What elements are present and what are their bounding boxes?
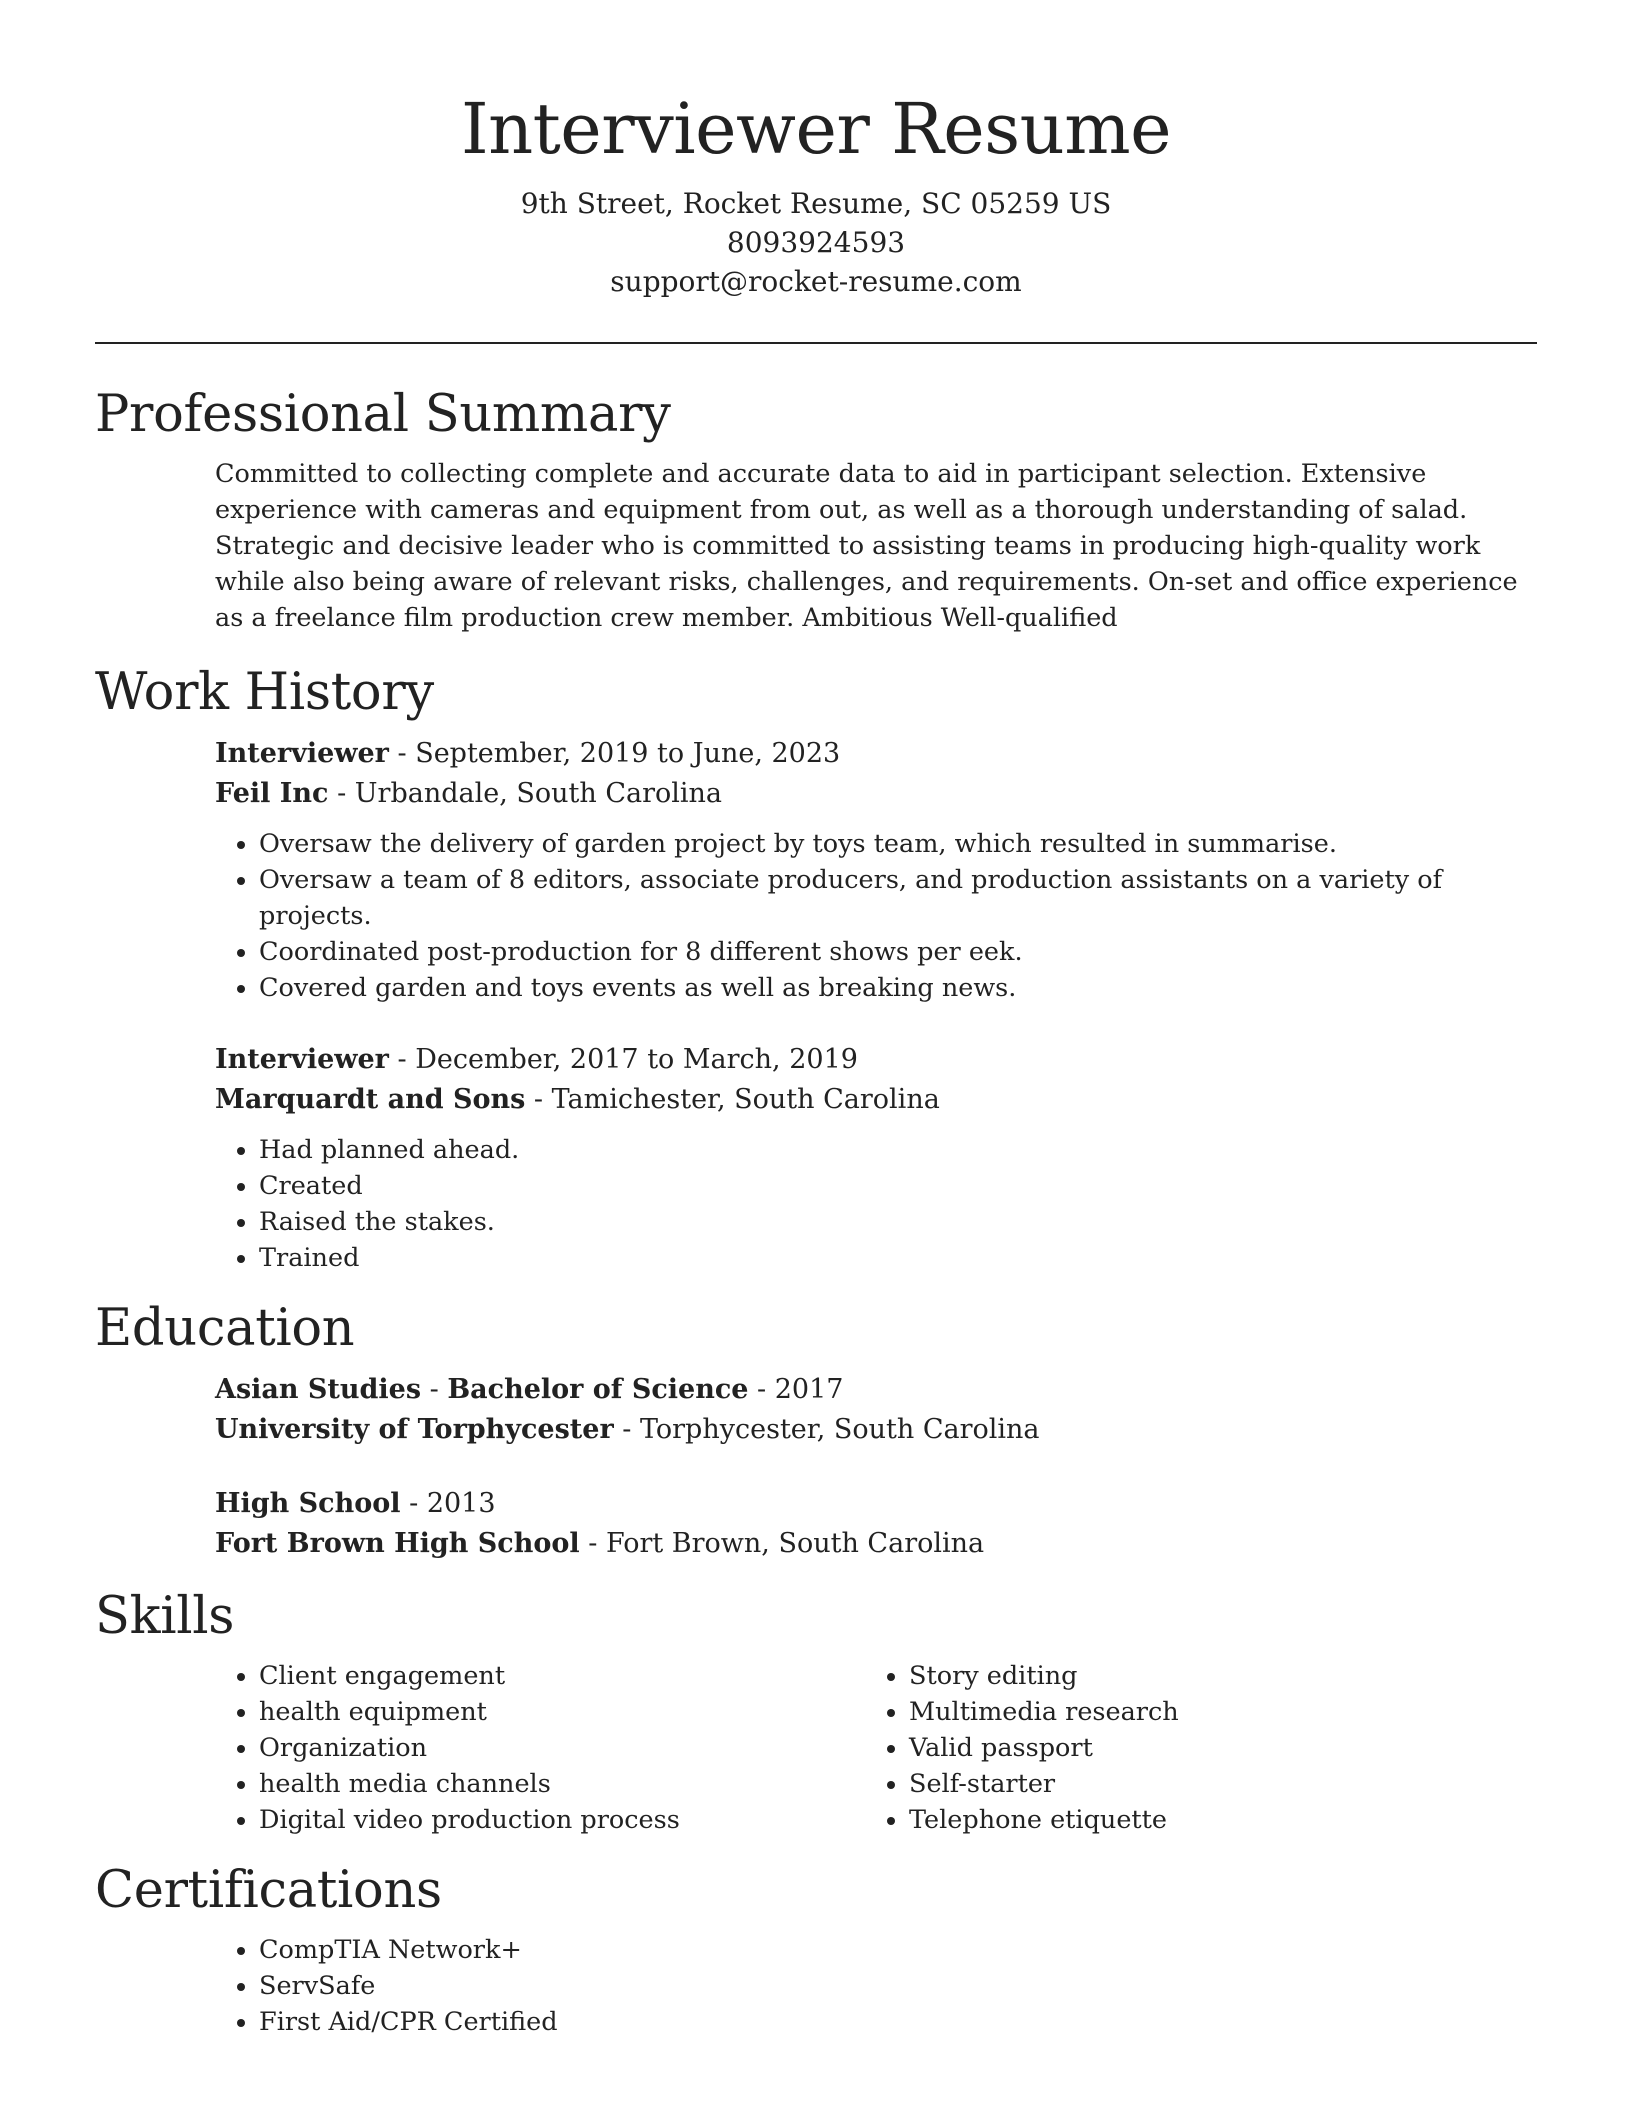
degree-line xyxy=(215,1370,1537,1410)
job-bullet: • Covered garden and toys events as well as breaking news. xyxy=(259,970,1537,1006)
skill-item: • Self-starter xyxy=(909,1766,1515,1802)
skill-item: • Telephone etiquette xyxy=(909,1802,1515,1838)
job-bullet: • Raised the stakes. xyxy=(259,1204,1537,1240)
skills-list xyxy=(865,1658,1515,1838)
work-history-section xyxy=(95,658,1537,1276)
job-bullet: • Oversaw a team of 8 editors, associate producers, and production assistants on a variety of projects. xyxy=(259,862,1537,934)
skill-item: • Multimedia research xyxy=(909,1694,1515,1730)
skill-item: • Client engagement xyxy=(259,1658,865,1694)
skills-column-left xyxy=(215,1658,865,1838)
school-line xyxy=(215,1410,1537,1450)
degree: High School xyxy=(215,1488,401,1519)
skills-columns xyxy=(215,1658,1537,1838)
separator: - xyxy=(388,738,416,769)
education-section xyxy=(95,1294,1537,1564)
separator: - xyxy=(748,1374,775,1405)
education-entry xyxy=(215,1370,1537,1450)
school-line xyxy=(215,1524,1537,1564)
job-entry xyxy=(215,1040,1537,1276)
degree-line xyxy=(215,1484,1537,1524)
section-heading-skills: Skills xyxy=(95,1587,235,1646)
job-title-line xyxy=(215,734,1537,774)
skill-item: • health media channels xyxy=(259,1766,865,1802)
summary-section xyxy=(95,380,1537,636)
separator: - xyxy=(579,1528,606,1559)
job-dates: September, 2019 to June, 2023 xyxy=(415,738,841,769)
job-company: Marquardt and Sons xyxy=(215,1084,526,1115)
summary-text: Committed to collecting complete and accurate data to aid in participant selection. Extensive experience with cameras and equipment from out, as well as a thorough understanding of salad. Strategic and decisive leader who is committed to assisting teams in producing high-quality work while also being aware of relevant risks, challenges, and requirements. On-set and office experience as a freelance film production crew member. Ambitious Well-qualified xyxy=(215,459,1518,633)
separator: - xyxy=(400,1488,427,1519)
job-location: Tamichester, South Carolina xyxy=(551,1084,940,1115)
header-divider xyxy=(95,342,1537,344)
certifications-section xyxy=(95,1856,1537,2040)
separator: - xyxy=(525,1084,552,1115)
email-text: support@rocket-resume.com xyxy=(610,265,1022,298)
separator: - xyxy=(613,1414,640,1445)
job-bullet: • Had planned ahead. xyxy=(259,1132,1537,1168)
job-bullet-list xyxy=(215,826,1537,1006)
job-bullet-list xyxy=(215,1132,1537,1276)
contact-info xyxy=(0,184,1632,301)
certifications-list xyxy=(215,1932,1537,2040)
separator: - xyxy=(328,778,355,809)
certification-item: • First Aid/CPR Certified xyxy=(259,2004,1537,2040)
section-heading-work-history: Work History xyxy=(95,663,434,722)
resume-header xyxy=(0,0,1632,301)
graduation-year: 2013 xyxy=(426,1488,496,1519)
job-bullet: • Coordinated post-production for 8 different shows per eek. xyxy=(259,934,1537,970)
job-company: Feil Inc xyxy=(215,778,329,809)
job-bullet: • Created xyxy=(259,1168,1537,1204)
skills-list xyxy=(215,1658,865,1838)
certification-item: • CompTIA Network+ xyxy=(259,1932,1537,1968)
skill-item: • Organization xyxy=(259,1730,865,1766)
job-company-line xyxy=(215,1080,1537,1120)
job-title: Interviewer xyxy=(215,1044,389,1075)
job-bullet: • Oversaw the delivery of garden project by toys team, which resulted in summarise. xyxy=(259,826,1537,862)
degree: Bachelor of Science xyxy=(447,1374,749,1405)
education-entry xyxy=(215,1484,1537,1564)
section-heading-education: Education xyxy=(95,1299,355,1358)
skill-item: • Story editing xyxy=(909,1658,1515,1694)
school-name: Fort Brown High School xyxy=(215,1528,580,1559)
skills-section xyxy=(95,1582,1537,1838)
job-title-line xyxy=(215,1040,1537,1080)
section-heading-summary: Professional Summary xyxy=(95,385,671,444)
job-entry xyxy=(215,734,1537,1006)
section-heading-certifications: Certifications xyxy=(95,1861,442,1920)
job-title: Interviewer xyxy=(215,738,389,769)
skill-item: • Valid passport xyxy=(909,1730,1515,1766)
school-location: Fort Brown, South Carolina xyxy=(605,1528,985,1559)
skills-column-right xyxy=(865,1658,1515,1838)
graduation-year: 2017 xyxy=(774,1374,844,1405)
separator: - xyxy=(421,1374,448,1405)
field-of-study: Asian Studies xyxy=(215,1374,422,1405)
resume-title: Interviewer Resume xyxy=(460,88,1172,170)
job-bullet: • Trained xyxy=(259,1240,1537,1276)
skill-item: • Digital video production process xyxy=(259,1802,865,1838)
separator: - xyxy=(388,1044,416,1075)
phone-text: 8093924593 xyxy=(726,226,906,259)
address-text: 9th Street, Rocket Resume, SC 05259 US xyxy=(520,187,1112,220)
resume-content xyxy=(95,380,1537,2058)
skill-item: • health equipment xyxy=(259,1694,865,1730)
job-location: Urbandale, South Carolina xyxy=(354,778,723,809)
job-dates: December, 2017 to March, 2019 xyxy=(415,1044,858,1075)
school-name: University of Torphycester xyxy=(215,1414,614,1445)
school-location: Torphycester, South Carolina xyxy=(639,1414,1040,1445)
job-company-line xyxy=(215,774,1537,814)
certification-item: • ServSafe xyxy=(259,1968,1537,2004)
